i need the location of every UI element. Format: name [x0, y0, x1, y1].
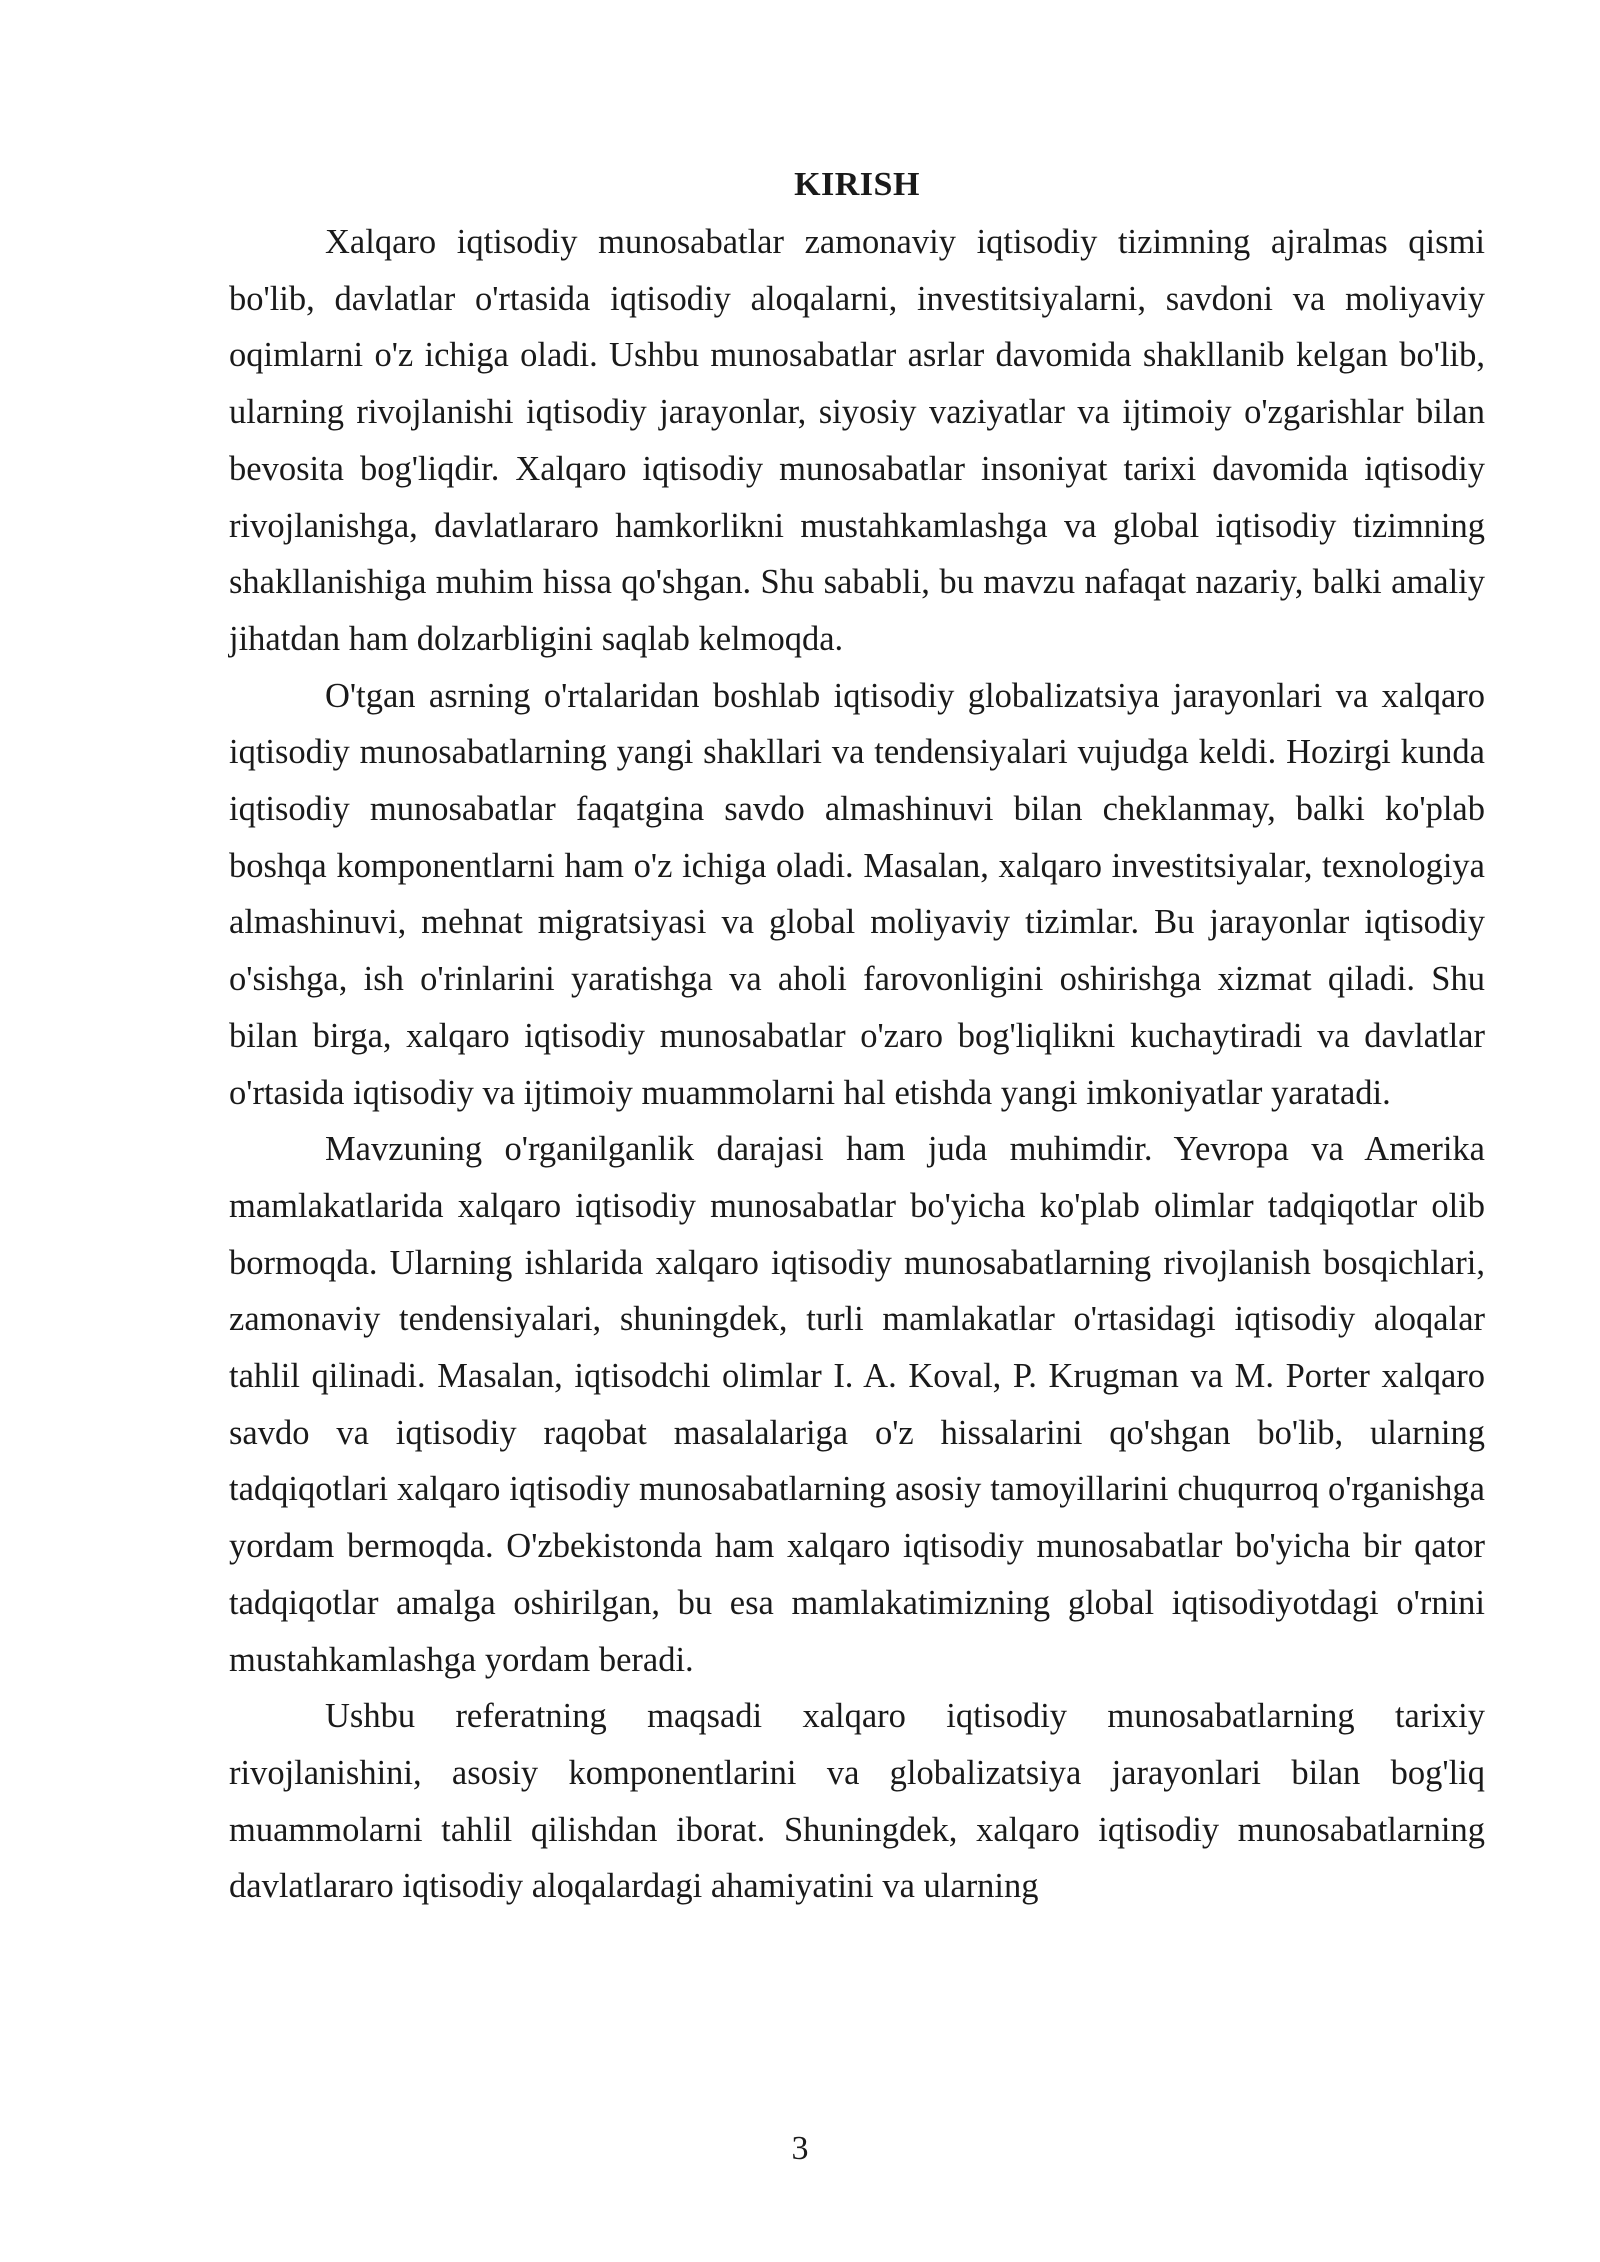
- paragraph-2: O'tgan asrning o'rtalaridan boshlab iqtisodiy globalizatsiya jarayonlari va xalqaro iqtisodiy munosabatlarning yangi shakllari va tendensiyalari vujudga keldi. Hozirgi kunda iqtisodiy munosabatlar faqatgina savdo almashinuvi bilan cheklanmay, balki ko'plab boshqa komponentlarni ham o'z ichiga oladi. Masalan, xalqaro investitsiyalar, texnologiya almashinuvi, mehnat migratsiyasi va global moliyaviy tizimlar. Bu jarayonlar iqtisodiy o'sishga, ish o'rinlarini yaratishga va aholi farovonligini oshirishga xizmat qiladi. Shu bilan birga, xalqaro iqtisodiy munosabatlar o'zaro bog'liqlikni kuchaytiradi va davlatlar o'rtasida iqtisodiy va ijtimoiy muammolarni hal etishda yangi imkoniyatlar yaratadi.: [229, 676, 1485, 1112]
- paragraph-4: Ushbu referatning maqsadi xalqaro iqtisodiy munosabatlarning tarixiy rivojlanishini, asosiy komponentlarini va globalizatsiya jarayonlari bilan bog'liq muammolarni tahlil qilishdan iborat. Shuningdek, xalqaro iqtisodiy munosabatlarning davlatlararo iqtisodiy aloqalardagi ahamiyatini va ularning: [229, 1697, 1485, 1906]
- paragraph-3: Mavzuning o'rganilganlik darajasi ham juda muhimdir. Yevropa va Amerika mamlakatlarida xalqaro iqtisodiy munosabatlar bo'yicha ko'plab olimlar tadqiqotlar olib bormoqda. Ularning ishlarida xalqaro iqtisodiy munosabatlarning rivojlanish bosqichlari, zamonaviy tendensiyalari, shuningdek, turli mamlakatlar o'rtasidagi iqtisodiy aloqalar tahlil qilinadi. Masalan, iqtisodchi olimlar I. A. Koval, P. Krugman va M. Porter xalqaro savdo va iqtisodiy raqobat masalalariga o'z hissalarini qo'shgan bo'lib, ularning tadqiqotlari xalqaro iqtisodiy munosabatlarning asosiy tamoyillarini chuqurroq o'rganishga yordam bermoqda. O'zbekistonda ham xalqaro iqtisodiy munosabatlar bo'yicha bir qator tadqiqotlar amalga oshirilgan, bu esa mamlakatimizning global iqtisodiyotdagi o'rnini mustahkamlashga yordam beradi.: [229, 1130, 1485, 1679]
- page-number: 3: [791, 2130, 809, 2167]
- page-content: [229, 160, 1485, 1915]
- paragraph-1: Xalqaro iqtisodiy munosabatlar zamonaviy iqtisodiy tizimning ajralmas qismi bo'lib, davlatlar o'rtasida iqtisodiy aloqalarni, investitsiyalarni, savdoni va moliyaviy oqimlarni o'z ichiga oladi. Ushbu munosabatlar asrlar davomida shakllanib kelgan bo'lib, ularning rivojlanishi iqtisodiy jarayonlar, siyosiy vaziyatlar va ijtimoiy o'zgarishlar bilan bevosita bog'liqdir. Xalqaro iqtisodiy munosabatlar insoniyat tarixi davomida iqtisodiy rivojlanishga, davlatlararo hamkorlikni mustahkamlashga va global iqtisodiy tizimning shakllanishiga muhim hissa qo'shgan. Shu sababli, bu mavzu nafaqat nazariy, balki amaliy jihatdan ham dolzarbligini saqlab kelmoqda.: [229, 223, 1485, 658]
- section-title: KIRISH: [794, 166, 920, 203]
